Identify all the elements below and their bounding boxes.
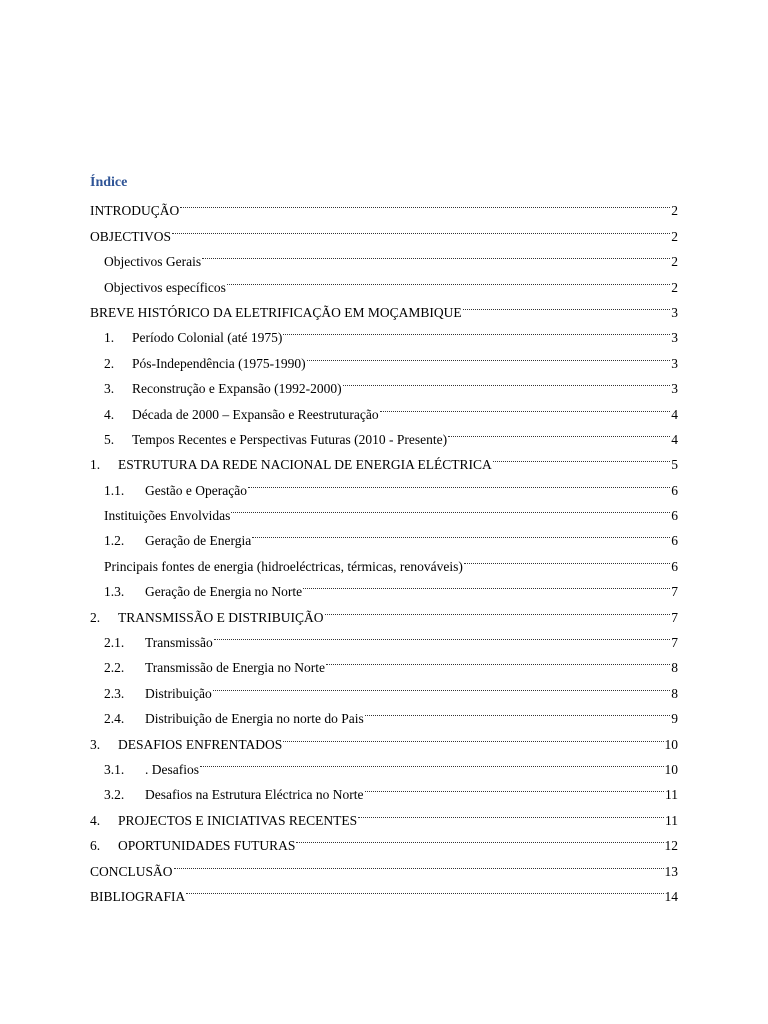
toc-entry-title: Objectivos Gerais: [104, 254, 202, 270]
toc-entry-page-number: 11: [665, 812, 678, 828]
toc-dot-leader: [325, 596, 671, 621]
toc-entry-page-number: 3: [671, 330, 678, 346]
toc-entry-title: CONCLUSÃO: [90, 863, 173, 879]
toc-dot-leader: [283, 723, 663, 748]
toc-entry-page-number: 3: [671, 304, 678, 320]
toc-entry-title: Pós-Independência (1975-1990): [132, 355, 306, 371]
toc-entry-number: 3.: [104, 381, 115, 397]
toc-entry-number: 3.: [90, 736, 101, 752]
table-of-contents: [90, 190, 678, 904]
toc-dot-leader: [493, 444, 671, 469]
toc-entry[interactable]: [90, 850, 678, 879]
toc-entry-title: PROJECTOS E INICIATIVAS RECENTES: [118, 812, 358, 828]
toc-dot-leader: [380, 393, 671, 418]
toc-entry-title: Reconstrução e Expansão (1992-2000): [132, 381, 342, 397]
toc-entry-number: 3.1.: [104, 761, 125, 777]
toc-dot-leader: [202, 241, 670, 266]
toc-entry-title: Gestão e Operação: [145, 482, 247, 498]
toc-entry-number: 2.2.: [104, 660, 125, 676]
toc-entry-page-number: 7: [671, 584, 678, 600]
toc-entry-page-number: 11: [665, 787, 678, 803]
toc-entry-number: 5.: [104, 431, 115, 447]
toc-entry-page-number: 4: [671, 431, 678, 447]
toc-entry-page-number: 2: [671, 228, 678, 244]
toc-dot-leader: [231, 495, 670, 520]
toc-dot-leader: [227, 266, 670, 291]
toc-entry[interactable]: [90, 190, 678, 219]
toc-entry-number: 2.4.: [104, 711, 125, 727]
toc-entry-number: 2.1.: [104, 635, 125, 651]
toc-entry-title: Período Colonial (até 1975): [132, 330, 283, 346]
toc-heading: Índice: [90, 175, 128, 190]
toc-dot-leader: [200, 749, 664, 774]
toc-entry-page-number: 10: [664, 761, 678, 777]
toc-entry-page-number: 6: [671, 482, 678, 498]
toc-entry-title: BIBLIOGRAFIA: [90, 888, 186, 904]
toc-entry-title: ESTRUTURA DA REDE NACIONAL DE ENERGIA ELÉCTRICA: [118, 457, 492, 473]
toc-entry-page-number: 14: [664, 888, 678, 904]
toc-entry-title: DESAFIOS ENFRENTADOS: [118, 736, 283, 752]
toc-dot-leader: [174, 850, 664, 875]
toc-entry-title: Geração de Energia no Norte: [145, 584, 303, 600]
toc-dot-leader: [296, 825, 663, 850]
toc-entry-number: 2.3.: [104, 685, 125, 701]
toc-entry-page-number: 3: [671, 381, 678, 397]
toc-entry-title: Tempos Recentes e Perspectivas Futuras (2010 - Presente): [132, 431, 448, 447]
toc-entry-number: 1.1.: [104, 482, 125, 498]
toc-entry-number: 4.: [90, 812, 101, 828]
toc-entry-number: 2.: [104, 355, 115, 371]
toc-entry-title: Transmissão: [145, 635, 213, 651]
toc-entry-title: Instituições Envolvidas: [104, 508, 231, 524]
toc-entry-number: 6.: [90, 838, 101, 854]
toc-entry-page-number: 13: [664, 863, 678, 879]
toc-entry-page-number: 2: [671, 279, 678, 295]
toc-entry-page-number: 7: [671, 635, 678, 651]
toc-entry-page-number: 3: [671, 355, 678, 371]
toc-dot-leader: [172, 215, 670, 240]
toc-entry-title: . Desafios: [145, 761, 199, 777]
toc-entry-page-number: 8: [671, 660, 678, 676]
toc-entry[interactable]: [90, 215, 678, 244]
toc-entry-number: 1.: [104, 330, 115, 346]
toc-entry[interactable]: [90, 876, 678, 904]
toc-entry-page-number: 10: [664, 736, 678, 752]
toc-entry-page-number: 4: [671, 406, 678, 422]
toc-dot-leader: [365, 774, 664, 799]
toc-entry-number: 4.: [104, 406, 115, 422]
toc-dot-leader: [252, 520, 670, 545]
toc-dot-leader: [283, 317, 670, 342]
toc-dot-leader: [186, 876, 663, 901]
toc-entry-page-number: 5: [671, 457, 678, 473]
toc-entry-page-number: 12: [664, 838, 678, 854]
toc-entry-title: Objectivos específicos: [104, 279, 226, 295]
toc-dot-leader: [303, 571, 670, 596]
toc-entry-title: INTRODUÇÃO: [90, 203, 180, 219]
toc-dot-leader: [213, 672, 671, 697]
toc-entry-page-number: 2: [671, 203, 678, 219]
toc-dot-leader: [365, 698, 671, 723]
toc-entry-page-number: 2: [671, 254, 678, 270]
toc-entry-title: Geração de Energia: [145, 533, 252, 549]
toc-entry-page-number: 6: [671, 508, 678, 524]
toc-dot-leader: [180, 190, 670, 215]
toc-entry-page-number: 9: [671, 711, 678, 727]
toc-dot-leader: [464, 545, 670, 570]
toc-dot-leader: [463, 292, 671, 317]
toc-dot-leader: [248, 469, 670, 494]
toc-entry-number: 1.2.: [104, 533, 125, 549]
toc-entry-title: Transmissão de Energia no Norte: [145, 660, 325, 676]
toc-entry-page-number: 8: [671, 685, 678, 701]
toc-dot-leader: [326, 647, 670, 672]
toc-dot-leader: [214, 622, 670, 647]
toc-entry-title: OPORTUNIDADES FUTURAS: [118, 838, 296, 854]
toc-entry-title: Principais fontes de energia (hidroeléctricas, térmicas, renováveis): [104, 558, 463, 574]
toc-entry-title: OBJECTIVOS: [90, 228, 172, 244]
toc-dot-leader: [307, 342, 671, 367]
toc-entry-title: TRANSMISSÃO E DISTRIBUIÇÃO: [118, 609, 324, 625]
toc-entry-page-number: 6: [671, 558, 678, 574]
toc-entry-number: 2.: [90, 609, 101, 625]
toc-entry-title: Distribuição de Energia no norte do Pais: [145, 711, 364, 727]
toc-dot-leader: [448, 419, 670, 444]
toc-entry-page-number: 6: [671, 533, 678, 549]
toc-entry-page-number: 7: [671, 609, 678, 625]
toc-entry-title: Década de 2000 – Expansão e Reestruturação: [132, 406, 379, 422]
toc-entry-number: 1.: [90, 457, 101, 473]
toc-entry-number: 1.3.: [104, 584, 125, 600]
toc-entry-title: BREVE HISTÓRICO DA ELETRIFICAÇÃO EM MOÇAMBIQUE: [90, 304, 462, 320]
toc-entry-title: Desafios na Estrutura Eléctrica no Norte: [145, 787, 364, 803]
toc-dot-leader: [358, 799, 664, 824]
toc-entry-number: 3.2.: [104, 787, 125, 803]
toc-entry[interactable]: [90, 241, 678, 270]
toc-dot-leader: [343, 368, 671, 393]
toc-entry-title: Distribuição: [145, 685, 212, 701]
